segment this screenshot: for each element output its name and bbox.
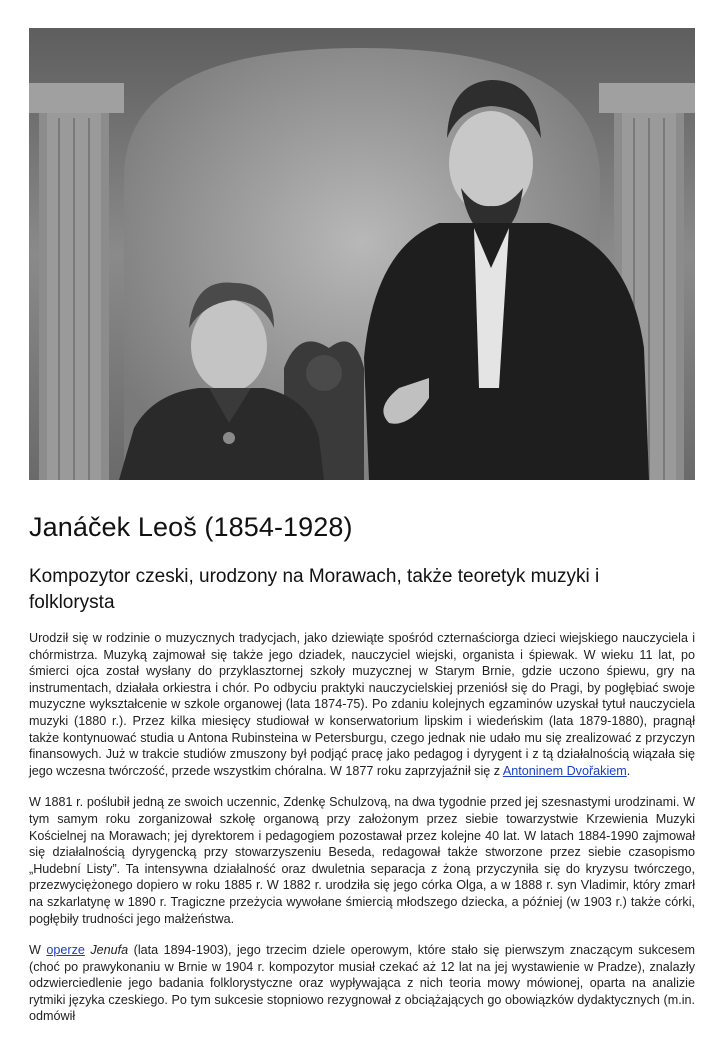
paragraph-3-start: W (29, 943, 47, 958)
opera-title: Jenufa (90, 943, 129, 958)
paragraph-1-text: Urodził się w rodzinie o muzycznych tradycjach, jako dziewiąte spośród czternaściorga dzieci wiejskiego nauczyciela i chórmistrza. Muzyką zajmował się także jego dziadek, nauczyciel wiejski, organista i śpiewak. W wieku 11 lat, po śmierci ojca został wysłany do przyklasztornej szkoły muzycznej w Starym Brnie, gdzie uczono śpiewu, gry na instrumentach, działała orkiestra i chór. Po odbyciu praktyki nauczycielskiej przeniósł się do Pragi, by pogłębiać swoje muzyczne wykształcenie w szkole organowej (lata 1874-75). Po zdaniu kolejnych egzaminów uzyskał tytuł nauczyciela muzyki (1880 r.). Przez kilka miesięcy studiował w konserwatorium lipskim i wiedeńskim (lata 1879-1880), pragnął także kontynuować studia u Antona Rubinsteina w Petersburgu, czego jednak nie udało mu się zrealizować z przyczyn finansowych. Już w trakcie studiów zmuszony był podjąć pracę jako pedagog i dyrygent i z tą działalnością wiązała się jego wczesna twórczość, przede wszystkim chóralna. W 1877 roku zaprzyjaźnił się z (29, 631, 695, 778)
opera-link[interactable]: operze (46, 943, 85, 958)
paragraph-3 (29, 942, 695, 1025)
portrait-photo-icon (29, 28, 695, 480)
page-title: Janáček Leoš (1854-1928) (29, 512, 353, 542)
paragraph-3-end: (lata 1894-1903), jego trzecim dziele operowym, które stało się pierwszym znaczącym sukcesem (choć po prawykonaniu w Brnie w 1904 r. kompozytor musiał czekać aż 12 lat na jej wystawienie w Pradze), znalazły odzwierciedlenie jego badania folklorystyczne oraz wypływająca z nich teoria mowy mówionej, oparta na analizie rytmiki języka czeskiego. Po tym sukcesie stopniowo rezygnował z obciążających go obowiązków dydaktycznych (m.in. odmówił (29, 943, 695, 1024)
dvorak-link[interactable]: Antoninem Dvořakiem (502, 763, 627, 778)
page-subtitle: Kompozytor czeski, urodzony na Morawach, także teoretyk muzyki i folklorysta (29, 566, 600, 613)
paragraph-1-end: . (626, 763, 631, 778)
paragraph-1 (29, 630, 695, 779)
article-body (29, 630, 695, 1040)
paragraph-2: W 1881 r. poślubił jedną ze swoich uczennic, Zdenkę Schulzovą, na dwa tygodnie przed jej szesnastymi urodzinami. W tym samym roku zorganizował szkołę organową przy założonym przez siebie towarzystwie Krzewienia Muzyki Kościelnej na Morawach; jej dyrektorem i pedagogiem pozostawał przez kolejne 40 lat. W latach 1884-1990 zajmował się działalnością dyrygencką przy stowarzyszeniu Beseda, redagował także stworzone przez siebie czasopismo „Hudební Listy”. Ta intensywna działalność oraz dwuletnia separacja z żoną przyczyniła się do kryzysu twórczego, przezwyciężonego dopiero w roku 1885 r. W 1882 r. urodziła się jego córka Olga, a w 1888 r. syn Vladimir, który zmarł na szkarlatynę w 1890 r. Tragiczne przeżycia wywołane śmiercią młodszego dziecka, a później (w 1903 r.) także córki, pogłębiły trudności jego małżeństwa. (29, 795, 695, 926)
portrait-photo (29, 28, 695, 480)
